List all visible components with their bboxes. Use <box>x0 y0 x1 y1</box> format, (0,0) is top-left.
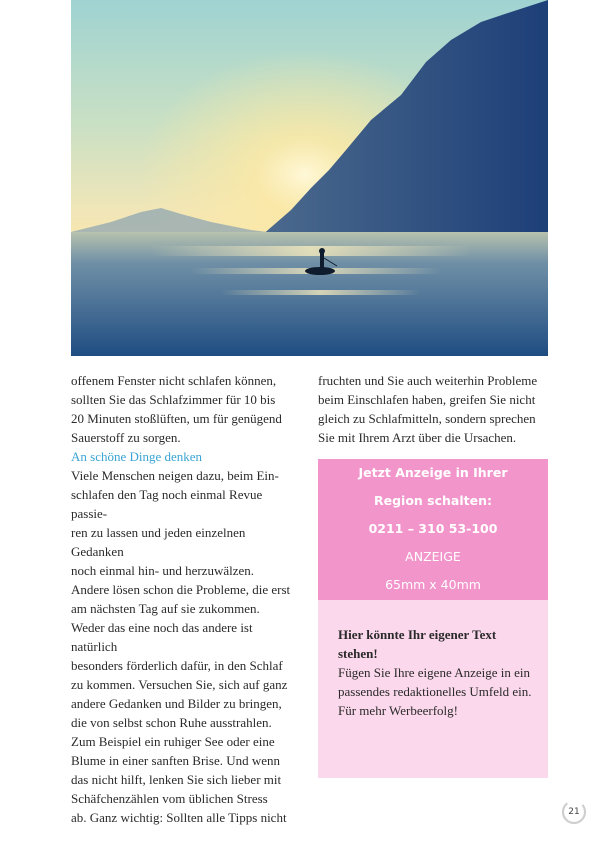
ad-label: ANZEIGE <box>405 549 461 564</box>
page-number-badge <box>560 798 588 826</box>
ad-text-body: Fügen Sie Ihre eigene Anzeige in ein passendes redaktionelles Umfeld ein. Für mehr Werbeerfolg! <box>338 665 532 718</box>
ad-call-to-action-line1: Jetzt Anzeige in Ihrer <box>358 465 508 480</box>
article-paragraph: Viele Menschen neigen dazu, beim Ein- schlafen den Tag noch einmal Revue passie- ren zu lassen und jeden einzelnen Gedanken noch einmal hin- und herzuwälzen. Andere lösen schon die Probleme, die erst am nächsten Tag auf sie zukommen. Weder das eine noch das andere ist natürlich besonders förderlich dafür, in den Schlaf zu kommen. Versuchen Sie, sich auf ganz andere Gedanken und Bilder zu bringen, die von selbst schon Ruhe ausstrahlen. Zum Beispiel ein ruhiger See oder eine Blume in einer sanften Brise. Und wenn das nicht hilft, lenken Sie sich lieber mit Schäfchenzählen vom üblichen Stress ab. Ganz wichtig: Sollten alle Tipps nicht <box>71 468 291 825</box>
ad-text-box <box>318 600 548 778</box>
ad-call-to-action-line2: Region schalten: <box>374 493 492 508</box>
ad-size: 65mm x 40mm <box>385 577 481 592</box>
ad-phone-number: 0211 – 310 53-100 <box>368 521 498 536</box>
section-subheading: An schöne Dinge denken <box>71 449 203 464</box>
ad-placeholder-box[interactable] <box>318 459 548 600</box>
article-paragraph: fruchten und Sie auch weiterhin Probleme beim Einschlafen haben, greifen Sie nicht gleich zu Schlafmitteln, sondern sprechen Sie mit Ihrem Arzt über die Ursachen. <box>318 373 538 445</box>
article-right-column <box>318 371 548 447</box>
article-paragraph: offenem Fenster nicht schlafen können, sollten Sie das Schlafzimmer für 10 bis 20 Minuten stoßlüften, um für genügend Sauerstoff zu sorgen. <box>71 373 282 445</box>
page-number: 21 <box>568 807 580 817</box>
header-photo-lake-sunset <box>71 0 548 356</box>
article-left-column <box>71 371 299 827</box>
ad-text-headline: Hier könnte Ihr eigener Text stehen! <box>338 627 497 661</box>
